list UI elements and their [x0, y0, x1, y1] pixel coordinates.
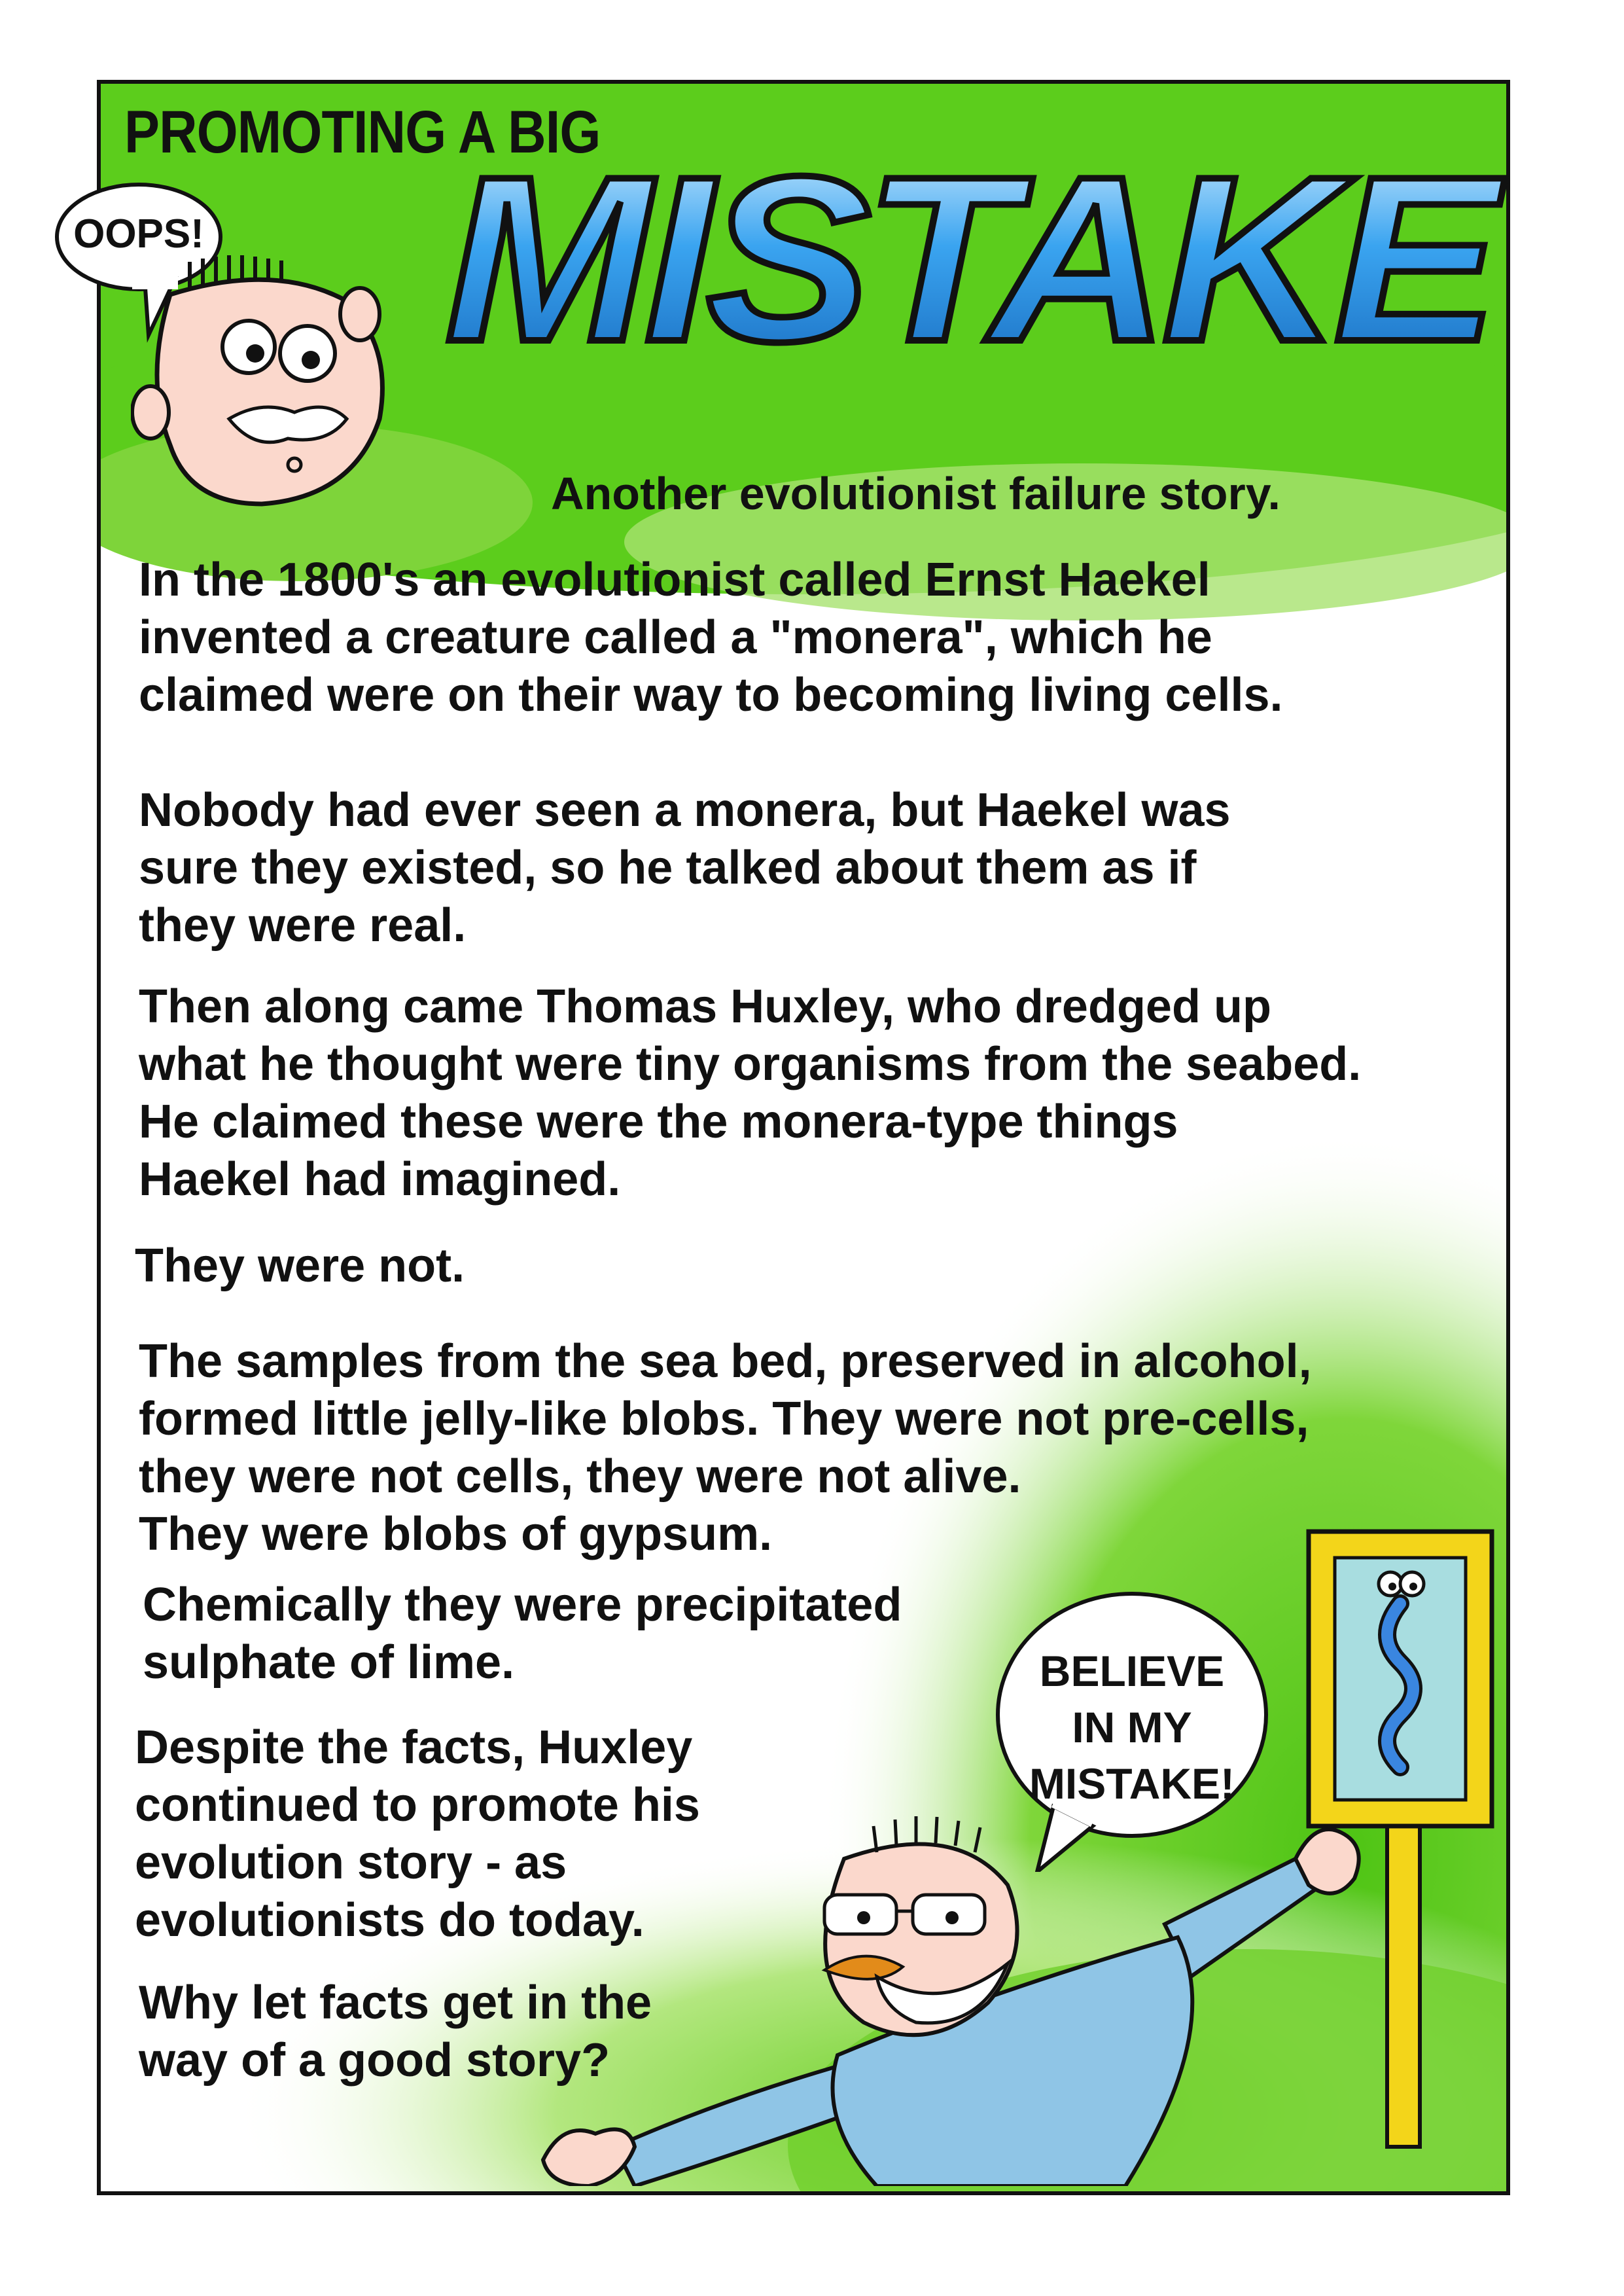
oops-face-illustration	[131, 249, 432, 524]
believe-text: BELIEVE IN MY MISTAKE!	[1029, 1647, 1235, 1808]
title-graphic	[432, 118, 1511, 393]
paragraph-8: Why let facts get in the way of a good story?	[139, 1977, 652, 2087]
paragraph-2: Nobody had ever seen a monera, but Haekel was sure they existed, so he talked about them as if they were real.	[139, 784, 1231, 952]
believe-man-illustration	[537, 1780, 1374, 2186]
paragraph-1: In the 1800's an evolutionist called Ernst Haekel invented a creature called a "monera", which he claimed were on their way to becoming living cells.	[139, 554, 1283, 721]
oops-text: OOPS!	[73, 211, 204, 257]
paragraph-5: The samples from the sea bed, preserved in alcohol, formed little jelly-like blobs. They were not pre-cells, they were not cells, they were not alive. They were blobs of gypsum.	[139, 1335, 1312, 1560]
paragraph-4: They were not.	[135, 1240, 465, 1292]
subtitle: Another evolutionist failure story.	[551, 468, 1280, 519]
header-kicker: PROMOTING A BIG	[124, 99, 601, 166]
paragraph-7: Despite the facts, Huxley continued to promote his evolution story - as evolutionists do today.	[135, 1721, 700, 1946]
title-word: MISTAKE	[445, 128, 1508, 391]
paragraph-3: Then along came Thomas Huxley, who dredged up what he thought were tiny organisms from the seabed. He claimed these were the monera-type things Haekel had imagined.	[139, 980, 1362, 1206]
paragraph-6: Chemically they were precipitated sulphate of lime.	[143, 1579, 902, 1689]
